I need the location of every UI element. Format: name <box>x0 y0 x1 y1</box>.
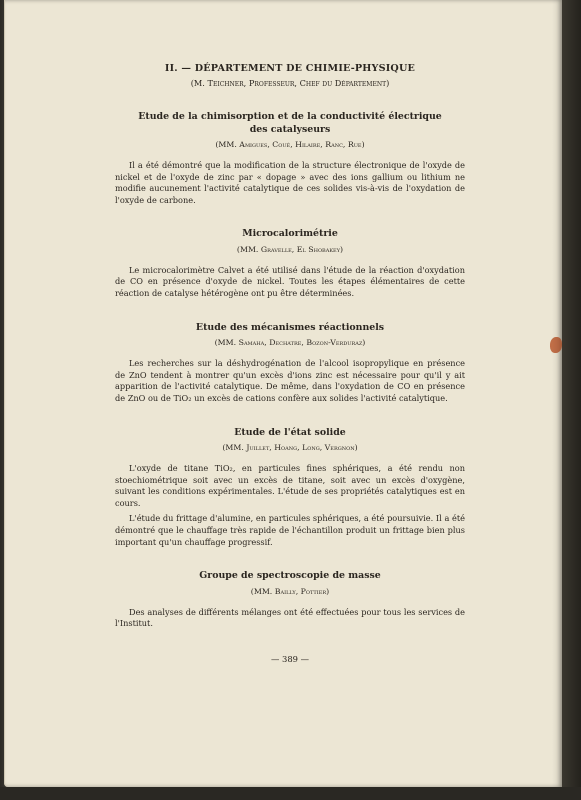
section-mecanismes <box>115 322 465 405</box>
section-title: Etude de l'état solide <box>234 426 346 438</box>
section-title: Groupe de spectroscopie de masse <box>199 570 381 582</box>
section-title: Etude des mécanismes réactionnels <box>195 321 385 333</box>
rust-stain <box>550 337 562 353</box>
section-title-line: des catalyseurs <box>249 123 331 135</box>
department-subtitle: (M. Teichner, Professeur, Chef du Département) <box>190 78 390 88</box>
section-chimisorption <box>115 111 465 206</box>
section-paragraph: L'oxyde de titane TiO₂, en particules fines sphériques, a été rendu non stoechiométrique soit avec un excès de titane, soit avec un excès d'oxygène, suivant les conditions expérimentales. L'étude de ses propriétés catalytiques est en cours. <box>115 463 465 508</box>
section-paragraph: Il a été démontré que la modification de la structure électronique de l'oxyde de nickel et de l'oxyde de zinc par « dopage » avec des ions gallium ou lithium ne modifie aucunement l'activité catalytique de ces solides vis-à-vis de l'oxydation de l'oxyde de carbone. <box>115 160 465 205</box>
section-authors: (MM. Bailly, Pottier) <box>250 586 330 596</box>
section-paragraph: Les recherches sur la déshydrogénation de l'alcool isopropylique en présence de ZnO tendent à montrer qu'un excès d'ions zinc est nécessaire pour qu'il y ait apparition de l'activité catalytique. De même, dans l'oxydation de CO en présence de ZnO ou de TiO₂ un excès de cations confère aux solides l'activité catalytique. <box>115 358 465 403</box>
department-title: II. — DÉPARTEMENT DE CHIMIE-PHYSIQUE <box>164 63 416 74</box>
section-paragraph: L'étude du frittage d'alumine, en particules sphériques, a été poursuivie. Il a été démontré que le chauffage très rapide de l'échantillon produit un frittage bien plus important qu'un chauffage progressif. <box>115 513 465 547</box>
section-paragraph: Des analyses de différents mélanges ont été effectuées pour tous les services de l'Institut. <box>115 606 465 629</box>
page-number: — 389 — <box>270 653 310 664</box>
scan-right-edge <box>562 0 581 800</box>
section-spectroscopie <box>115 570 465 630</box>
section-authors: (MM. Juillet, Hoang, Long, Vergnon) <box>222 443 358 453</box>
document-page <box>4 0 562 787</box>
section-etat-solide <box>115 427 465 549</box>
section-title: Microcalorimétrie <box>242 228 338 240</box>
page-content <box>115 62 465 664</box>
section-microcalorimetrie <box>115 228 465 299</box>
section-title <box>115 111 465 136</box>
section-authors: (MM. Amigues, Coué, Hilaire, Ranc, Rue) <box>215 140 365 149</box>
scan-bottom-edge <box>0 787 581 800</box>
section-paragraph: Le microcalorimètre Calvet a été utilisé dans l'étude de la réaction d'oxydation de CO en présence d'oxyde de nickel. Toutes les étapes élémentaires de cette réaction de catalyse hétérogène ont pu être déterminées. <box>115 264 465 299</box>
section-authors: (MM. Gravelle, El Shobakey) <box>236 244 344 254</box>
section-authors: (MM. Samaha, Dechatre, Bozon-Verduraz) <box>214 338 366 348</box>
section-title-line: Etude de la chimisorption et de la conductivité électrique <box>138 111 442 122</box>
